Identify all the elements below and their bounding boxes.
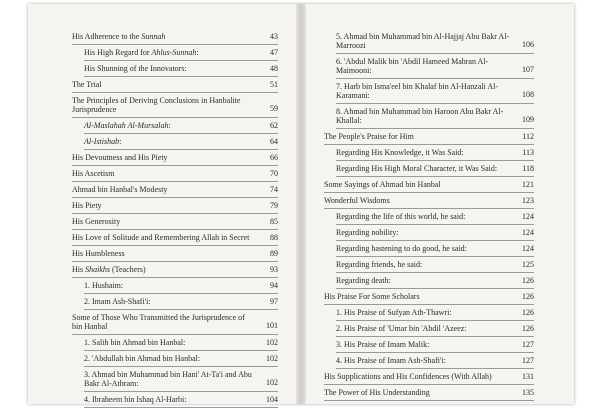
toc-entry-page: 101 — [266, 321, 278, 330]
toc-entry-title: Wonderful Wisdoms — [324, 196, 390, 205]
toc-entry-title: 5. Ahmad bin Muhammad bin Al-Hajjaj Abu Bakr Al-Marroozi — [336, 32, 510, 50]
toc-entry-page: 48 — [270, 64, 278, 73]
toc-entry-title: Some Sayings of Ahmad bin Hanbal — [324, 180, 441, 189]
toc-entry-title: 7. Harb bin Isma'eel bin Khalaf bin Al-Hanzali Al-Karamani: — [336, 82, 499, 100]
toc-entry — [72, 185, 278, 198]
toc-entry — [336, 164, 534, 177]
toc-entry — [72, 233, 278, 246]
toc-entry-page: 121 — [522, 180, 534, 189]
toc-entry-page: 51 — [270, 80, 278, 89]
toc-entry-title: Regarding hastening to do good, he said: — [336, 244, 467, 253]
toc-entry — [336, 32, 534, 54]
toc-entry-title: Some of Those Who Transmitted the Jurisprudence of bin Hanbal — [72, 313, 245, 331]
toc-entry-title: 8. Ahmad bin Muhammad bin Haroon Abu Bakr Al-Khallal: — [336, 107, 504, 125]
toc-entry-title: Regarding nobility: — [336, 228, 399, 237]
toc-entry-page: 118 — [522, 164, 534, 173]
right-page — [302, 4, 574, 404]
toc-entry — [72, 201, 278, 214]
toc-entry — [84, 281, 278, 294]
toc-entry — [324, 180, 534, 193]
toc-entry-title: The Power of His Understanding — [324, 388, 430, 397]
toc-entry-title: 1. His Praise of Sufyan Ath-Thawri: — [336, 308, 452, 317]
toc-entry-title: His Adherence to the Sunnah — [72, 32, 166, 41]
toc-entry — [324, 372, 534, 385]
toc-entry-page: 59 — [270, 104, 278, 113]
toc-entry-title: His Supplications and His Confidences (With Allah) — [324, 372, 492, 381]
left-page — [28, 4, 301, 404]
toc-entry-page: 107 — [522, 65, 534, 74]
toc-entry — [84, 370, 278, 392]
toc-entry-page: 126 — [522, 324, 534, 333]
toc-entry-title: His Piety — [72, 201, 102, 210]
toc-entry-title: Ahmad bin Hanbal's Modesty — [72, 185, 168, 194]
toc-entry-title: The Principles of Deriving Conclusions in Hanbalite Jurisprudence — [72, 96, 241, 114]
book-spread — [28, 4, 574, 404]
toc-entry — [84, 48, 278, 61]
toc-entry-title: Regarding His Knowledge, it Was Said: — [336, 148, 464, 157]
toc-entry-title: Al-Maslahah Al-Mursalah: — [84, 121, 171, 130]
toc-entry-title: 3. His Praise of Imam Malik: — [336, 340, 430, 349]
toc-entry — [84, 297, 278, 310]
toc-entry — [324, 388, 534, 401]
toc-entry-page: 106 — [522, 40, 534, 49]
toc-entry-page: 62 — [270, 121, 278, 130]
toc-entry-page: 74 — [270, 185, 278, 194]
toc-entry-page: 124 — [522, 228, 534, 237]
toc-entry — [72, 169, 278, 182]
toc-entry-page: 97 — [270, 297, 278, 306]
toc-entry-title: 2. 'Abdullah bin Ahmad bin Hanbal: — [84, 354, 201, 363]
toc-entry-title: Regarding friends, he said: — [336, 260, 423, 269]
toc-entry-page: 131 — [522, 372, 534, 381]
toc-entry — [336, 107, 534, 129]
toc-entry-page: 123 — [522, 196, 534, 205]
toc-entry-title: His Generosity — [72, 217, 121, 226]
toc-entry-page: 108 — [522, 90, 534, 99]
toc-entry — [336, 308, 534, 321]
toc-entry-title: 6. 'Abdul Malik bin 'Abdil Hameed Mahran Al-Maimooni: — [336, 57, 489, 75]
toc-entry-page: 113 — [522, 148, 534, 157]
toc-entry — [336, 276, 534, 289]
toc-entry — [336, 148, 534, 161]
toc-entry — [336, 82, 534, 104]
toc-entry — [324, 292, 534, 305]
toc-entry — [72, 217, 278, 230]
toc-entry-title: The People's Praise for Him — [324, 132, 414, 141]
left-toc — [72, 32, 278, 411]
toc-entry-page: 126 — [522, 308, 534, 317]
toc-entry-title: His Love of Solitude and Remembering Allah in Secret — [72, 233, 250, 242]
toc-entry — [84, 121, 278, 134]
toc-entry-page: 102 — [266, 354, 278, 363]
toc-entry-title: His Devoutness and His Piety — [72, 153, 168, 162]
toc-entry-page: 109 — [522, 115, 534, 124]
toc-entry-page: 135 — [522, 388, 534, 397]
toc-entry — [84, 64, 278, 77]
toc-entry — [324, 196, 534, 209]
toc-entry-page: 89 — [270, 249, 278, 258]
toc-entry-title: 1. Salih bin Ahmad bin Hanbal: — [84, 338, 186, 347]
toc-entry-title: His High Regard for Ahlus-Sunnah: — [84, 48, 199, 57]
toc-entry-title: The Trial — [72, 80, 102, 89]
toc-entry — [336, 260, 534, 273]
toc-entry — [336, 340, 534, 353]
book-gutter — [296, 4, 306, 404]
toc-entry-page: 94 — [270, 281, 278, 290]
toc-entry-title: Regarding the life of this world, he said: — [336, 212, 466, 221]
toc-entry — [84, 354, 278, 367]
toc-entry — [336, 228, 534, 241]
toc-entry-page: 125 — [522, 260, 534, 269]
toc-entry-page: 47 — [270, 48, 278, 57]
toc-entry-page: 127 — [522, 340, 534, 349]
toc-entry-title: Al-Istishab: — [84, 137, 122, 146]
right-toc — [324, 32, 534, 404]
toc-entry-title: 4. Ibraheem bin Ishaq Al-Harbi: — [84, 395, 187, 404]
toc-entry-title: 4. His Praise of Imam Ash-Shafi'i: — [336, 356, 446, 365]
toc-entry — [72, 249, 278, 262]
toc-entry-page: 102 — [266, 338, 278, 347]
toc-entry — [72, 313, 278, 335]
toc-entry — [336, 57, 534, 79]
toc-entry-title: 1. Hushaim: — [84, 281, 124, 290]
toc-entry-title: Regarding death: — [336, 276, 391, 285]
toc-entry — [324, 132, 534, 145]
toc-entry — [72, 265, 278, 278]
toc-entry-title: His Shunning of the Innovators: — [84, 64, 187, 73]
toc-entry-page: 112 — [522, 132, 534, 141]
toc-entry-page: 79 — [270, 201, 278, 210]
toc-entry — [84, 137, 278, 150]
toc-entry-title: Regarding His High Moral Character, it Was Said: — [336, 164, 498, 173]
toc-entry-page: 102 — [266, 378, 278, 387]
toc-entry-title: His Praise For Some Scholars — [324, 292, 420, 301]
toc-entry — [336, 244, 534, 257]
toc-entry-page: 127 — [522, 356, 534, 365]
toc-entry — [72, 32, 278, 45]
toc-entry — [72, 96, 278, 118]
toc-entry-page: 64 — [270, 137, 278, 146]
toc-entry-page: 70 — [270, 169, 278, 178]
toc-entry-page: 93 — [270, 265, 278, 274]
toc-entry — [336, 324, 534, 337]
toc-entry-title: 2. His Praise of 'Umar bin 'Abdil 'Azeez: — [336, 324, 467, 333]
toc-entry — [84, 395, 278, 408]
toc-entry-page: 126 — [522, 292, 534, 301]
toc-entry-page: 88 — [270, 233, 278, 242]
toc-entry-page: 85 — [270, 217, 278, 226]
toc-entry-title: 2. Imam Ash-Shafi'i: — [84, 297, 151, 306]
toc-entry — [72, 80, 278, 93]
toc-entry — [336, 212, 534, 225]
toc-entry-page: 124 — [522, 212, 534, 221]
toc-entry-title: His Humbleness — [72, 249, 125, 258]
toc-entry-title: His Ascetism — [72, 169, 115, 178]
toc-entry-title: 3. Ahmad bin Muhammad bin Hani' At-Ta'i and Abu Bakr Al-Athram: — [84, 370, 252, 388]
toc-entry-page: 124 — [522, 244, 534, 253]
toc-entry-page: 43 — [270, 32, 278, 41]
toc-entry-page: 66 — [270, 153, 278, 162]
toc-entry-page: 104 — [266, 395, 278, 404]
toc-entry — [336, 356, 534, 369]
toc-entry-title: His Shaikhs (Teachers) — [72, 265, 146, 274]
toc-entry-page: 126 — [522, 276, 534, 285]
toc-entry — [84, 338, 278, 351]
toc-entry — [72, 153, 278, 166]
